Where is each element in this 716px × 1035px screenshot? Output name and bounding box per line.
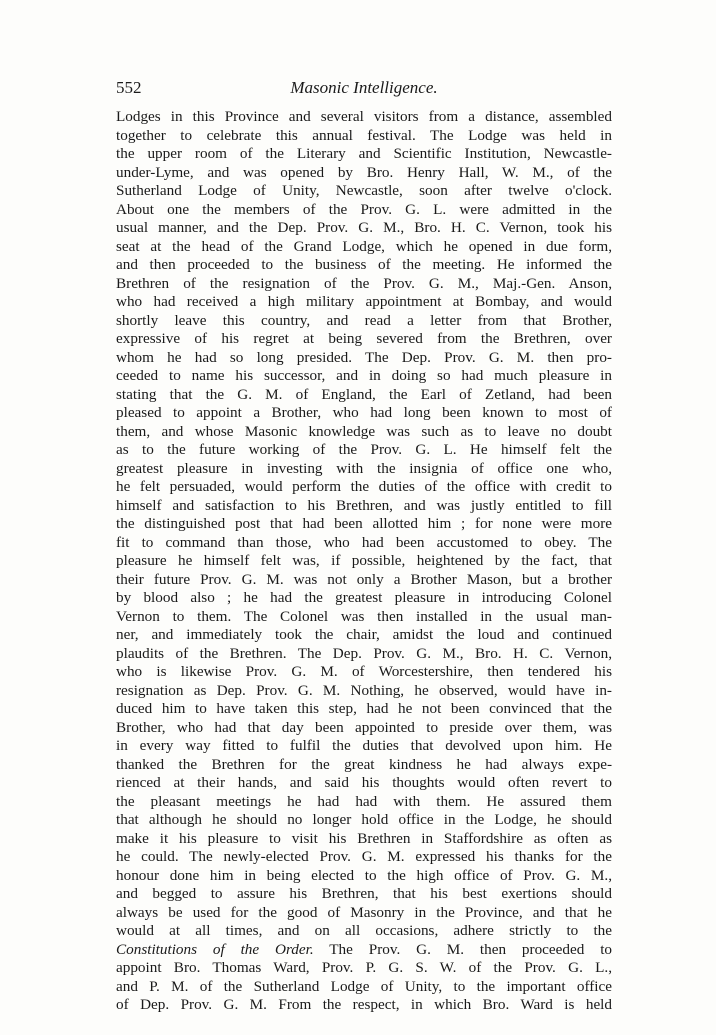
text-line: as to the future working of the Prov. G. L. He himself felt the [116, 441, 612, 458]
text-line: who is likewise Prov. G. M. of Worcestershire, then tendered his [116, 663, 612, 680]
text-line: make it his pleasure to visit his Brethren in Staffordshire as often as [116, 829, 612, 847]
text-line: greatest pleasure in investing with the insignia of office one who, [116, 459, 612, 477]
text-line: the upper room of the Literary and Scientific Institution, Newcastle- [116, 145, 612, 162]
text-line: in every way fitted to fulfil the duties that devolved upon him. He [116, 737, 612, 754]
text-line: and P. M. of the Sutherland Lodge of Unity, to the important office [116, 977, 612, 995]
text-line: by blood also ; he had the greatest pleasure in introducing Colonel [116, 589, 612, 606]
text-line: honour done him in being elected to the high office of Prov. G. M., [116, 866, 612, 884]
text-line: he could. The newly-elected Prov. G. M. expressed his thanks for the [116, 848, 612, 865]
text-line: Sutherland Lodge of Unity, Newcastle, soon after twelve o'clock. [116, 182, 612, 199]
body-text [116, 108, 612, 1015]
text-line: whom he had so long presided. The Dep. Prov. G. M. then pro- [116, 348, 612, 366]
text-line: he felt persuaded, would perform the duties of the office with credit to [116, 478, 612, 495]
text-line: under-Lyme, and was opened by Bro. Henry Hall, W. M., of the [116, 163, 612, 181]
text-line: them, and whose Masonic knowledge was such as to leave no doubt [116, 422, 612, 440]
text-line: thanked the Brethren for the great kindness he had always expe- [116, 755, 612, 773]
text-line: appoint Bro. Thomas Ward, Prov. P. G. S. W. of the Prov. G. L., [116, 959, 612, 976]
text-line: and then proceeded to the business of the meeting. He informed the [116, 256, 612, 273]
text-line: Brother, who had that day been appointed to preside over them, was [116, 718, 612, 736]
text-line: together to celebrate this annual festival. The Lodge was held in [116, 126, 612, 144]
text-line: stating that the G. M. of England, the Earl of Zetland, had been [116, 385, 612, 403]
text-line: duced him to have taken this step, had he not been convinced that the [116, 700, 612, 717]
page-header [116, 78, 612, 100]
text-line: Brethren of the resignation of the Prov. G. M., Maj.-Gen. Anson, [116, 274, 612, 292]
text-line: usual manner, and the Dep. Prov. G. M., Bro. H. C. Vernon, took his [116, 219, 612, 236]
text-line: Vernon to them. The Colonel was then installed in the usual man- [116, 607, 612, 625]
text-line: would at all times, and on all occasions, adhere strictly to the [116, 922, 612, 939]
text-line: shortly leave this country, and read a letter from that Brother, [116, 311, 612, 329]
text-line: of Dep. Prov. G. M. From the respect, in which Bro. Ward is held [116, 996, 612, 1013]
text-line: expressive of his regret at being severed from the Brethren, over [116, 330, 612, 347]
text-line: and begged to assure his Brethren, that his best exertions should [116, 885, 612, 902]
text-line: resignation as Dep. Prov. G. M. Nothing, he observed, would have in- [116, 681, 612, 699]
text-line: the distinguished post that had been allotted him ; for none were more [116, 515, 612, 532]
running-title: Masonic Intelligence. [290, 78, 438, 97]
text-line: About one the members of the Prov. G. L. were admitted in the [116, 200, 612, 218]
text-line: fit to command than those, who had been accustomed to obey. The [116, 533, 612, 551]
text-line: ner, and immediately took the chair, amidst the loud and continued [116, 626, 612, 643]
text-line: pleased to appoint a Brother, who had long been known to most of [116, 404, 612, 421]
text-line: always be used for the good of Masonry in the Province, and that he [116, 903, 612, 921]
text-line: pleasure he himself felt was, if possible, heightened by the fact, that [116, 552, 612, 569]
text-line: Lodges in this Province and several visitors from a distance, assembled [116, 108, 612, 125]
text-line: that although he should no longer hold office in the Lodge, he should [116, 811, 612, 828]
text-line: himself and satisfaction to his Brethren, and was justly entitled to fill [116, 496, 612, 514]
text-line: Constitutions of the Order. The Prov. G. M. then proceeded to [116, 940, 612, 958]
text-line: rienced at their hands, and said his thoughts would often revert to [116, 774, 612, 791]
text-line: seat at the head of the Grand Lodge, which he opened in due form, [116, 237, 612, 255]
text-line: who had received a high military appointment at Bombay, and would [116, 293, 612, 310]
text-line: plaudits of the Brethren. The Dep. Prov. G. M., Bro. H. C. Vernon, [116, 644, 612, 662]
text-line: their future Prov. G. M. was not only a Brother Mason, but a brother [116, 570, 612, 588]
text-line: ceeded to name his successor, and in doing so had much pleasure in [116, 367, 612, 384]
text-line: the pleasant meetings he had had with them. He assured them [116, 792, 612, 810]
page-number: 552 [116, 78, 142, 97]
